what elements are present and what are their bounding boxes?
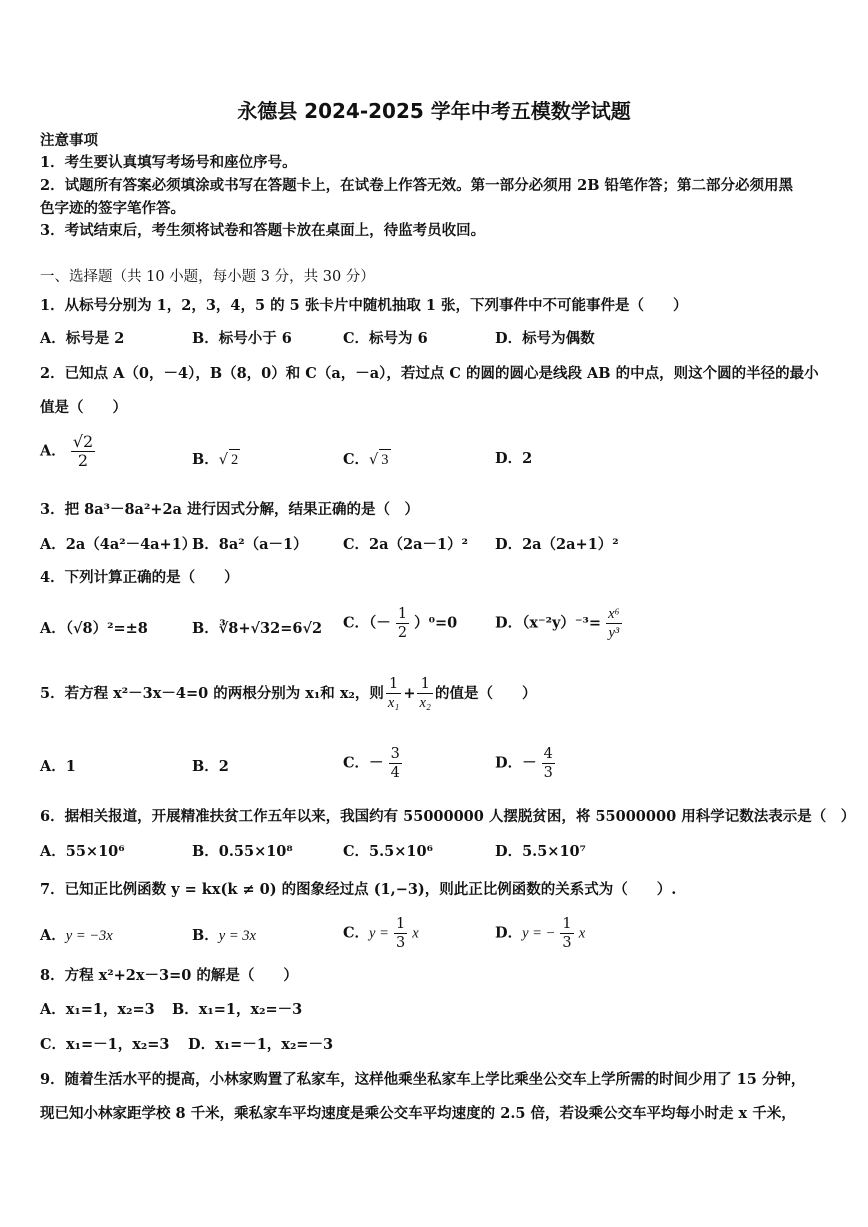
- q1-option-a: A．标号是 2: [40, 330, 125, 347]
- q6-option-c: C．5.5×10⁶: [343, 843, 433, 860]
- q1-option-c: C．标号为 6: [343, 330, 428, 347]
- notice-heading: 注意事项: [40, 132, 98, 149]
- q1-option-b: B．标号小于 6: [192, 330, 292, 347]
- q3-option-c: C．2a（2a－1）²: [343, 536, 468, 553]
- question-8-stem: 8．方程 x²+2x－3=0 的解是（ ）: [40, 967, 298, 984]
- q8-option-b: B．x₁=1，x₂=－3: [172, 1001, 303, 1018]
- q2-option-a: A． $\frac{√2}{2}$: [40, 432, 94, 470]
- question-7-stem: 7．已知正比例函数 y = kx(k ≠ 0) 的图象经过点 (1,−3)，则此正比例函数的关系式为（ ）.: [40, 881, 677, 898]
- q8-option-d: D．x₁=－1，x₂=－3: [188, 1036, 334, 1053]
- q6-option-a: A．55×10⁶: [40, 843, 125, 860]
- question-5-stem: 5．若方程 x²－3x－4=0 的两根分别为 x₁和 x₂，则 $\frac{1}{\text{x₁}}$ + $\frac{1}{\text{x₂}}$ 的值是（ ）: [40, 676, 537, 711]
- q3-option-b: B．8a²（a－1）: [192, 536, 308, 553]
- q7-option-b: B．y = 3x: [192, 927, 256, 944]
- q5-option-a: A．1: [40, 758, 76, 775]
- q4-option-c: C．（－ $\frac{1}{2}$ ）⁰=0: [343, 606, 458, 641]
- question-1-stem: 1．从标号分别为 1，2，3，4，5 的 5 张卡片中随机抽取 1 张，下列事件中不可能事件是（ ）: [40, 297, 688, 314]
- q5-option-d: D．－ $\frac{4}{3}$: [495, 746, 553, 781]
- q6-option-b: B．0.55×10⁸: [192, 843, 293, 860]
- q3-option-a: A．2a（4a²－4a+1）: [40, 536, 197, 553]
- notice-item: 2．试题所有答案必须填涂或书写在答题卡上，在试卷上作答无效。第一部分必须用 2B 铅笔作答；第二部分必须用黑: [40, 177, 794, 194]
- notice-item: 1．考生要认真填写考场号和座位序号。: [40, 154, 297, 171]
- q2-option-d: D．2: [495, 450, 533, 467]
- q7-option-a: A．y = −3x: [40, 927, 113, 944]
- q2-option-c: C．√ 3: [343, 451, 389, 468]
- notice-item: 色字迹的签字笔作答。: [40, 200, 185, 217]
- q4-option-d: D．（x⁻²y）⁻³= $\frac{\text{x⁶}}{\text{y³}}$: [495, 606, 620, 641]
- notice-item: 3．考试结束后，考生须将试卷和答题卡放在桌面上，待监考员收回。: [40, 222, 486, 239]
- q7-option-d: D．y = − $\frac{1}{3}$ x: [495, 916, 586, 951]
- q4-option-a: A．（√8）²=±8: [40, 620, 148, 637]
- q3-option-d: D．2a（2a+1）²: [495, 536, 619, 553]
- q5-option-c: C．－ $\frac{3}{4}$: [343, 746, 400, 781]
- q5-option-b: B．2: [192, 758, 229, 775]
- q1-option-d: D．标号为偶数: [495, 330, 595, 347]
- question-6-stem: 6．据相关报道，开展精准扶贫工作五年以来，我国约有 55000000 人摆脱贫困，将 55000000 用科学记数法表示是（ ）: [40, 808, 856, 825]
- q8-option-c: C．x₁=－1，x₂=3: [40, 1036, 170, 1053]
- page-title: 永德县 2024-2025 学年中考五模数学试题: [237, 99, 631, 123]
- question-2-stem: 2．已知点 A（0，－4），B（8，0）和 C（a，－a），若过点 C 的圆的圆心是线段 AB 的中点，则这个圆的半径的最小: [40, 365, 819, 382]
- question-9-stem: 9．随着生活水平的提高，小林家购置了私家车，这样他乘坐私家车上学比乘坐公交车上学所需的时间少用了 15 分钟，: [40, 1071, 806, 1088]
- q8-option-a: A．x₁=1，x₂=3: [40, 1001, 155, 1018]
- q4-option-b: B．∛8+√32=6√2: [192, 620, 323, 637]
- q7-option-c: C．y = $\frac{1}{3}$ x: [343, 916, 419, 951]
- question-2-stem-cont: 值是（ ）: [40, 399, 127, 416]
- question-3-stem: 3．把 8a³－8a²+2a 进行因式分解，结果正确的是（ ）: [40, 501, 419, 518]
- question-9-stem-cont: 现已知小林家距学校 8 千米，乘私家车平均速度是乘公交车平均速度的 2.5 倍，若设乘公交车平均每小时走 x 千米，: [40, 1105, 796, 1122]
- q6-option-d: D．5.5×10⁷: [495, 843, 586, 860]
- q2-option-b: B．√ 2: [192, 451, 239, 468]
- section-heading: 一、选择题（共 10 小题，每小题 3 分，共 30 分）: [40, 269, 375, 285]
- question-4-stem: 4．下列计算正确的是（ ）: [40, 569, 239, 586]
